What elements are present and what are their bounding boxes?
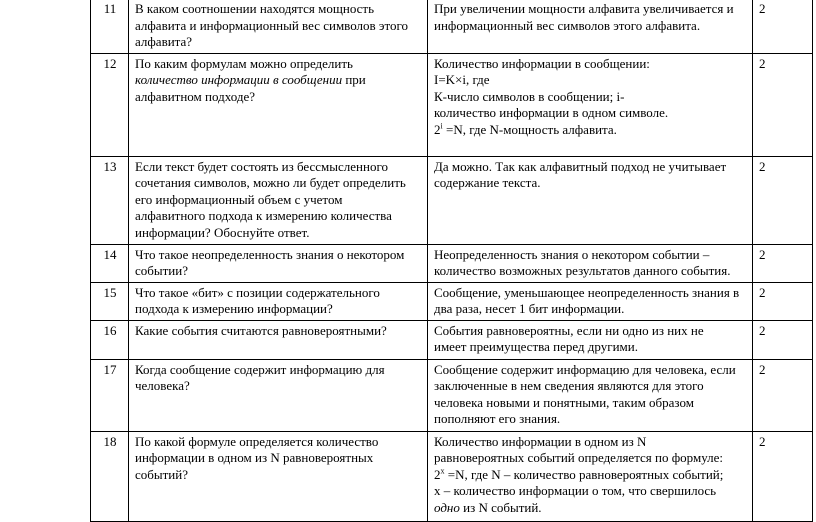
formula-exponent: i bbox=[440, 121, 443, 131]
answer-line: К-число символов в сообщении; i- bbox=[434, 88, 625, 104]
question-line: По каким формулам можно определить bbox=[135, 55, 353, 71]
row-number: 16 bbox=[91, 320, 129, 359]
answer-line: События равновероятны, если ни одно из них не bbox=[434, 322, 704, 338]
formula-line bbox=[434, 122, 747, 139]
answer-cell bbox=[428, 431, 753, 521]
table-row bbox=[91, 0, 813, 53]
answer-line: заключенные в нем сведения являются для этого bbox=[434, 378, 704, 393]
question-line: алфавита? bbox=[135, 34, 193, 49]
question-cell bbox=[129, 53, 428, 156]
answer-emphasis: одно bbox=[434, 499, 460, 515]
answer-line: Сообщение, уменьшающее неопределенность знания в bbox=[434, 284, 740, 300]
points-cell: 2 bbox=[753, 431, 813, 521]
row-number: 12 bbox=[91, 53, 129, 156]
question-line: событии? bbox=[135, 263, 188, 278]
question-cell bbox=[129, 282, 428, 320]
answer-cell bbox=[428, 244, 753, 282]
question-line: алфавита и информационный вес символов этого bbox=[135, 17, 409, 33]
question-line: Когда сообщение содержит информацию для bbox=[135, 361, 385, 377]
answer-line: Да можно. Так как алфавитный подход не учитывает bbox=[434, 158, 727, 174]
question-line: сочетания символов, можно ли будет определить bbox=[135, 175, 406, 190]
row-number: 18 bbox=[91, 431, 129, 521]
formula-base: 2 bbox=[434, 466, 441, 482]
formula-line: I=K×i, где bbox=[434, 72, 490, 87]
answer-cell bbox=[428, 53, 753, 156]
answer-line: пополняют его знания. bbox=[434, 411, 561, 426]
question-line bbox=[135, 72, 422, 89]
answer-line: Неопределенность знания о некотором событии – bbox=[434, 246, 710, 262]
answer-line: равновероятных событий определяется по формуле: bbox=[434, 450, 723, 465]
points-cell: 2 bbox=[753, 359, 813, 431]
question-cell bbox=[129, 244, 428, 282]
answer-line bbox=[434, 500, 747, 517]
answer-line: Сообщение содержит информацию для человека, если bbox=[434, 361, 736, 377]
points-cell: 2 bbox=[753, 0, 813, 53]
points-cell: 2 bbox=[753, 156, 813, 244]
question-line: человека? bbox=[135, 378, 190, 393]
question-cell bbox=[129, 156, 428, 244]
points-cell: 2 bbox=[753, 244, 813, 282]
answer-line: количество информации в одном символе. bbox=[434, 105, 669, 120]
answer-line: x – количество информации о том, что свершилось bbox=[434, 483, 717, 498]
table-row bbox=[91, 431, 813, 521]
question-line: Если текст будет состоять из бессмысленного bbox=[135, 158, 388, 174]
table-row bbox=[91, 320, 813, 359]
question-line: По какой формуле определяется количество bbox=[135, 433, 379, 449]
answer-line: человека новыми и понятными, таким образом bbox=[434, 394, 694, 410]
answer-line: информационный вес символов этого алфавита. bbox=[434, 17, 701, 33]
formula-text: =N, где N – количество равновероятных событий; bbox=[444, 466, 724, 482]
formula-base: 2 bbox=[434, 121, 441, 137]
answer-cell bbox=[428, 0, 753, 53]
answer-line: имеет преимущества перед другими. bbox=[434, 339, 638, 354]
question-cell bbox=[129, 359, 428, 431]
points-cell: 2 bbox=[753, 282, 813, 320]
table-row bbox=[91, 53, 813, 156]
question-cell bbox=[129, 320, 428, 359]
row-number: 14 bbox=[91, 244, 129, 282]
row-number: 15 bbox=[91, 282, 129, 320]
answer-cell bbox=[428, 282, 753, 320]
questions-table bbox=[90, 0, 813, 522]
question-emphasis: количество информации в сообщении bbox=[135, 72, 343, 87]
question-cell bbox=[129, 0, 428, 53]
answer-line: два раза, несет 1 бит информации. bbox=[434, 301, 625, 316]
question-line: информации? Обоснуйте ответ. bbox=[135, 224, 310, 240]
table-row bbox=[91, 282, 813, 320]
formula-exponent: x bbox=[440, 466, 445, 476]
question-text: при bbox=[342, 72, 366, 87]
answer-line: Количество информации в одном из N bbox=[434, 433, 647, 449]
question-line: алфавитном подходе? bbox=[135, 88, 256, 104]
formula-text: =N, где N-мощность алфавита. bbox=[442, 121, 617, 137]
question-line: его информационный объем с учетом bbox=[135, 191, 343, 207]
question-line: событий? bbox=[135, 466, 188, 482]
formula-line bbox=[434, 467, 747, 484]
question-line: подхода к измерению информации? bbox=[135, 301, 333, 316]
answer-text: из N событий. bbox=[459, 499, 542, 515]
question-cell bbox=[129, 431, 428, 521]
table-row bbox=[91, 244, 813, 282]
row-number: 13 bbox=[91, 156, 129, 244]
answer-line: Количество информации в сообщении: bbox=[434, 55, 650, 71]
question-line: В каком соотношении находятся мощность bbox=[135, 1, 375, 16]
answer-cell bbox=[428, 156, 753, 244]
points-cell: 2 bbox=[753, 320, 813, 359]
question-line: Какие события считаются равновероятными? bbox=[135, 322, 387, 338]
answer-line: При увеличении мощности алфавита увеличивается и bbox=[434, 1, 734, 16]
table-row bbox=[91, 359, 813, 431]
row-number: 11 bbox=[91, 0, 129, 53]
question-line: алфавитного подхода к измерению количества bbox=[135, 208, 392, 223]
answer-line: содержание текста. bbox=[434, 175, 541, 190]
row-number: 17 bbox=[91, 359, 129, 431]
answer-line: количество возможных результатов данного события. bbox=[434, 263, 731, 278]
question-line: Что такое «бит» с позиции содержательного bbox=[135, 284, 380, 300]
answer-cell bbox=[428, 359, 753, 431]
table-row bbox=[91, 156, 813, 244]
answer-cell bbox=[428, 320, 753, 359]
points-cell: 2 bbox=[753, 53, 813, 156]
question-line: Что такое неопределенность знания о некотором bbox=[135, 246, 405, 262]
question-line: информации в одном из N равновероятных bbox=[135, 450, 374, 465]
